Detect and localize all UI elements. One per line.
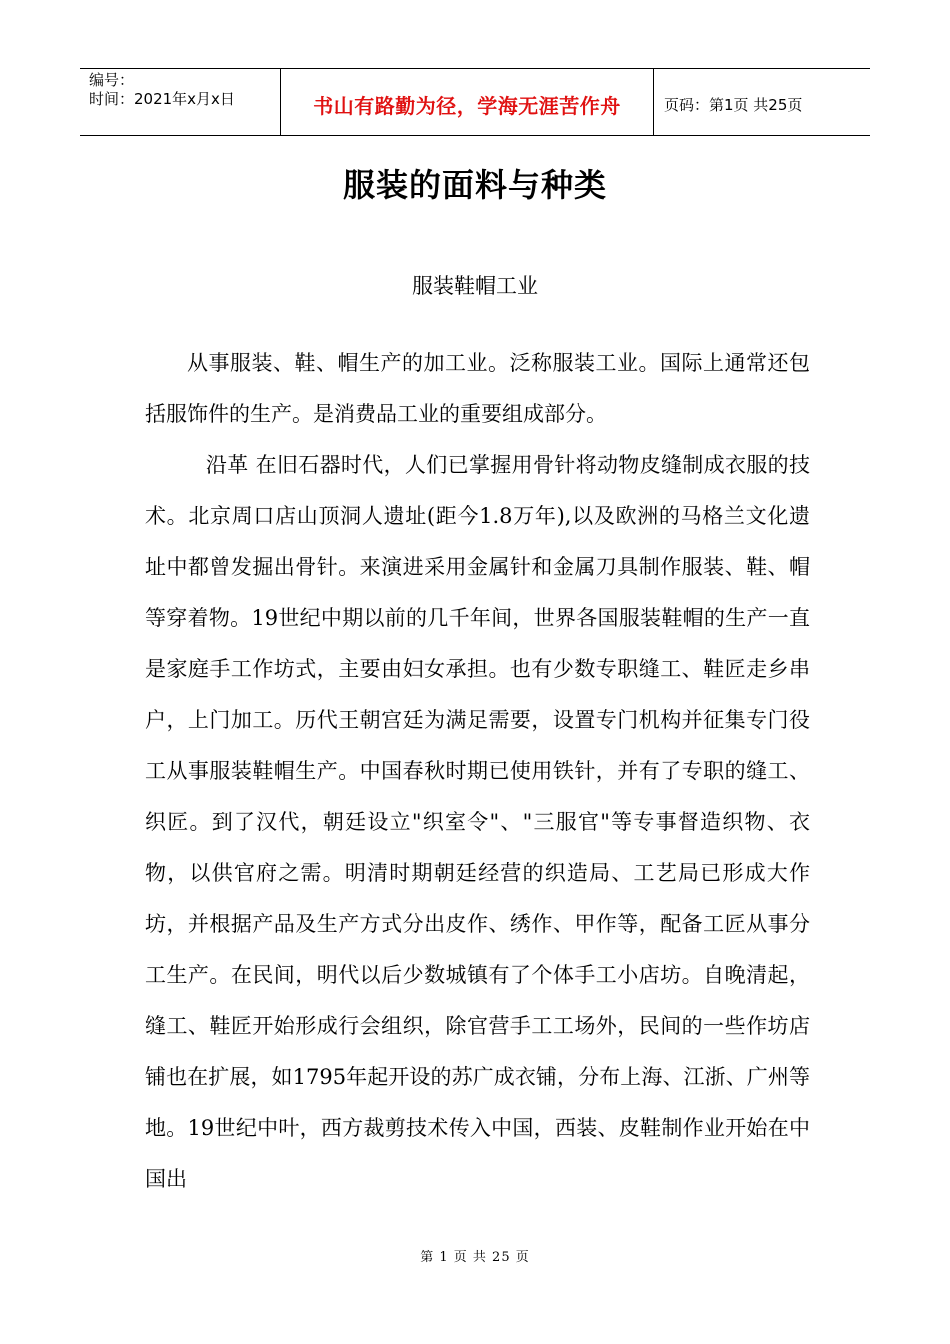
header-motto-cell [281,69,654,135]
document-time-label: 时间：2021年x月x日 [89,90,235,108]
header-table [80,68,870,136]
body-paragraph-2: 沿革 在旧石器时代，人们已掌握用骨针将动物皮缝制成衣服的技术。北京周口店山顶洞人遗址(距今1.8万年),以及欧洲的马格兰文化遗址中都曾发掘出骨针。来演进采用金属针和金属刀具制作服装、鞋、帽等穿着物。19世纪中期以前的几千年间，世界各国服装鞋帽的生产一直是家庭手工作坊式，主要由妇女承担。也有少数专职缝工、鞋匠走乡串户，上门加工。历代王朝宫廷为满足需要，设置专门机构并征集专门役工从事服装鞋帽生产。中国春秋时期已使用铁针，并有了专职的缝工、织匠。到了汉代，朝廷设立"织室令"、"三服官"等专事督造织物、衣物，以供官府之需。明清时期朝廷经营的织造局、工艺局已形成大作坊，并根据产品及生产方式分出皮作、绣作、甲作等，配备工匠从事分工生产。在民间，明代以后少数城镇有了个体手工小店坊。自晚清起，缝工、鞋匠开始形成行会组织，除官营手工工场外，民间的一些作坊店铺也在扩展，如1795年起开设的苏广成衣铺，分布上海、江浙、广州等地。19世纪中叶，西方裁剪技术传入中国，西装、皮鞋制作业开始在中国出 [145,453,810,1191]
body-paragraph-1: 从事服装、鞋、帽生产的加工业。泛称服装工业。国际上通常还包括服饰件的生产。是消费品工业的重要组成部分。 [145,351,810,426]
page-footer: 第 1 页 共 25 页 [420,1250,530,1265]
section-subtitle: 服装鞋帽工业 [412,274,538,298]
document-title: 服装的面料与种类 [342,166,607,204]
header-meta-cell [80,69,281,135]
header-page-info: 页码：第1页 共25页 [664,96,803,114]
header-page-cell [654,69,870,135]
document-number-label: 编号： [89,71,135,89]
header-motto: 书山有路勤为径，学海无涯苦作舟 [313,93,621,118]
body-text [145,338,810,1205]
